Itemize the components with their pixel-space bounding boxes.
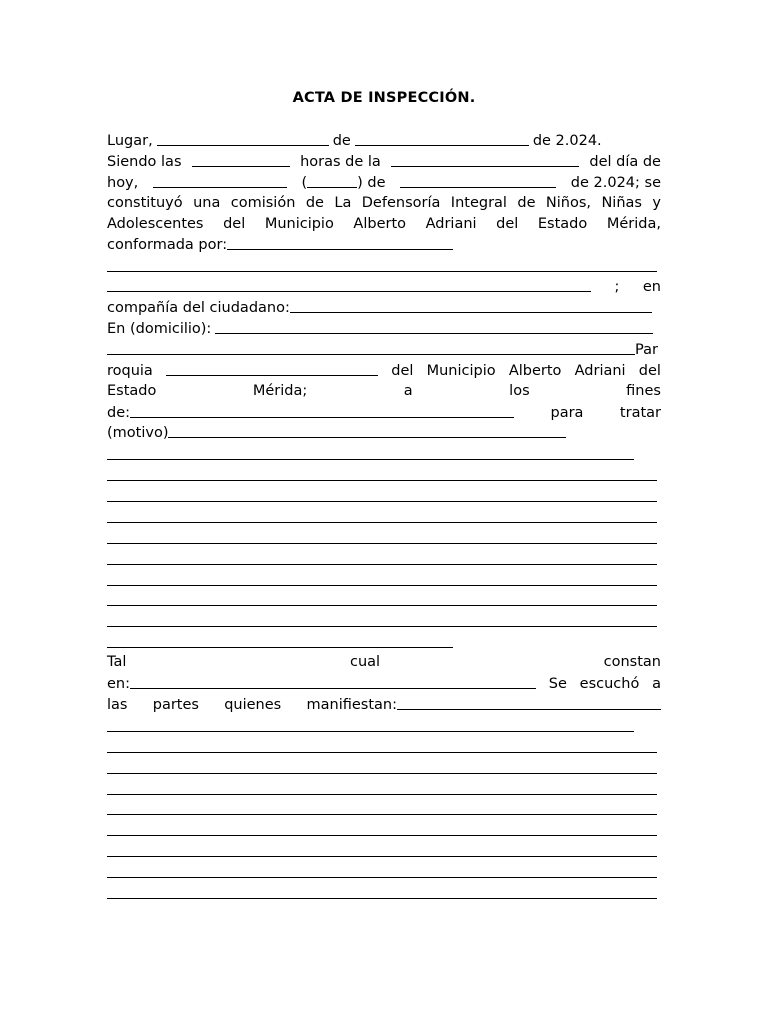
blank-manifiestan-line[interactable] [107, 840, 661, 861]
label-semicolon: ; [614, 279, 620, 296]
label-paren-open: ( [301, 174, 308, 191]
blank-conformada[interactable] [227, 235, 453, 250]
line-constituyo [107, 193, 661, 214]
label-en: en [642, 279, 661, 296]
word: quienes [224, 697, 282, 714]
blank-manifiestan-line[interactable] [107, 882, 661, 903]
blank-dia-nombre[interactable] [391, 152, 579, 167]
word: a [652, 676, 661, 693]
label-en-colon: en: [107, 676, 130, 693]
line-estado [107, 381, 661, 402]
label-tal: Tal [107, 654, 127, 671]
line-conformada [107, 234, 661, 255]
line-constan-en [107, 673, 661, 694]
label-motivo: (motivo) [107, 425, 169, 442]
line-roquia [107, 360, 661, 381]
blank-fines[interactable] [130, 403, 514, 418]
blank-motivo-line[interactable] [107, 464, 661, 485]
line-motivo [107, 422, 661, 443]
word: del [638, 362, 661, 379]
word: del [391, 362, 414, 379]
blank-motivo-line[interactable] [107, 548, 661, 569]
word: de [517, 194, 536, 211]
label-manifiestan: manifiestan: [306, 697, 397, 714]
line-partes [107, 694, 661, 715]
blank-domicilio[interactable] [215, 319, 653, 334]
word: partes [152, 697, 199, 714]
word: de [305, 194, 324, 211]
blank-motivo-line[interactable] [107, 527, 661, 548]
word: Adolescentes [107, 215, 204, 232]
blank-manifiestan-line[interactable] [107, 736, 661, 757]
word: La [334, 194, 352, 211]
label-para: para [550, 404, 584, 421]
paren-group [301, 172, 385, 194]
blank-motivo-line[interactable] [107, 485, 661, 506]
blank-manifiestan-line[interactable] [107, 715, 661, 736]
blank-horas[interactable] [192, 152, 290, 167]
document-title: ACTA DE INSPECCIÓN. [292, 90, 476, 106]
word: Niñas [601, 194, 642, 211]
word: constituyó [107, 194, 183, 211]
label-de: de [332, 133, 351, 149]
blank-fecha[interactable] [355, 131, 529, 146]
line-adolescentes [107, 214, 661, 235]
line-lugar [107, 130, 661, 151]
label-compania: compañía del ciudadano: [107, 300, 290, 317]
blank-motivo-line[interactable] [107, 443, 661, 464]
fines-group [107, 402, 514, 424]
blank-manifiestan-line[interactable] [107, 778, 661, 799]
word: escuchó [579, 676, 640, 693]
manifiestan-group [307, 694, 661, 716]
word: Estado [537, 215, 588, 232]
label-siendo-las: Siendo las [107, 153, 182, 170]
blank-conformada-end[interactable] [107, 277, 591, 292]
word: Integral [450, 194, 507, 211]
word: Mérida; [252, 382, 308, 399]
blank-parroquia[interactable] [166, 361, 378, 376]
blank-lugar[interactable] [157, 131, 329, 146]
blank-mes[interactable] [400, 173, 556, 188]
blank-manifiestan-line[interactable] [107, 861, 661, 882]
word: los [509, 382, 530, 399]
word: Alberto [353, 215, 407, 232]
word: del [496, 215, 519, 232]
label-paren-close-de: ) de [357, 174, 386, 191]
label-constan: constan [603, 654, 661, 671]
line-hoy [107, 172, 661, 193]
word: Municipio [264, 215, 334, 232]
blank-numero[interactable] [307, 173, 357, 188]
document-body [107, 130, 661, 903]
word: Adriani [574, 362, 626, 379]
word: fines [626, 382, 661, 399]
constan-group [107, 673, 536, 695]
line-compania [107, 297, 661, 318]
blank-dia-fecha[interactable] [153, 173, 287, 188]
word: y [652, 194, 661, 211]
label-par: Par [635, 341, 658, 358]
blank-motivo-line[interactable] [107, 506, 661, 527]
label-en-domicilio: En (domicilio): [107, 321, 212, 338]
label-roquia: roquia [107, 362, 153, 379]
word: una [193, 194, 221, 211]
line-fines [107, 402, 661, 423]
label-hoy: hoy, [107, 174, 139, 191]
line-siendo [107, 151, 661, 172]
blank-conformada-continued[interactable] [107, 255, 661, 276]
word: Estado [107, 382, 157, 399]
line-tal-cual [107, 652, 661, 673]
label-del-dia-de: del día de [589, 153, 661, 170]
blank-manifiestan-line[interactable] [107, 757, 661, 778]
label-cual: cual [349, 654, 381, 671]
word: a [403, 382, 413, 399]
word: Adriani [425, 215, 477, 232]
blank-manifiestan[interactable] [397, 695, 661, 710]
label-horas-de-la: horas de la [300, 153, 381, 170]
label-de-2024-se: de 2.024; se [570, 174, 661, 191]
line-parroquia [107, 339, 661, 360]
blank-motivo[interactable] [168, 423, 566, 438]
line-domicilio [107, 318, 661, 339]
blank-motivo-line[interactable] [107, 631, 661, 652]
word: comisión [230, 194, 296, 211]
word: Municipio [426, 362, 496, 379]
word: Defensoría [361, 194, 441, 211]
blank-domicilio-continued[interactable] [107, 340, 635, 355]
blank-ciudadano[interactable] [290, 298, 652, 313]
line-semicolon-en [107, 276, 661, 297]
blank-manifiestan-line[interactable] [107, 819, 661, 840]
blank-motivo-line[interactable] [107, 610, 661, 631]
blank-manifiestan-line[interactable] [107, 799, 661, 820]
word: Mérida, [606, 215, 661, 232]
word: las [107, 697, 128, 714]
blank-motivo-line[interactable] [107, 590, 661, 611]
word: del [223, 215, 246, 232]
blank-motivo-line[interactable] [107, 569, 661, 590]
label-lugar: Lugar, [107, 133, 153, 149]
blank-constan[interactable] [130, 674, 536, 689]
word: Alberto [508, 362, 562, 379]
word: Se [548, 676, 567, 693]
label-tratar: tratar [619, 404, 661, 421]
word: Niños, [545, 194, 592, 211]
label-de-colon: de: [107, 404, 131, 421]
label-conformada-por: conformada por: [107, 237, 228, 254]
label-de-year: de 2.024. [532, 133, 602, 149]
